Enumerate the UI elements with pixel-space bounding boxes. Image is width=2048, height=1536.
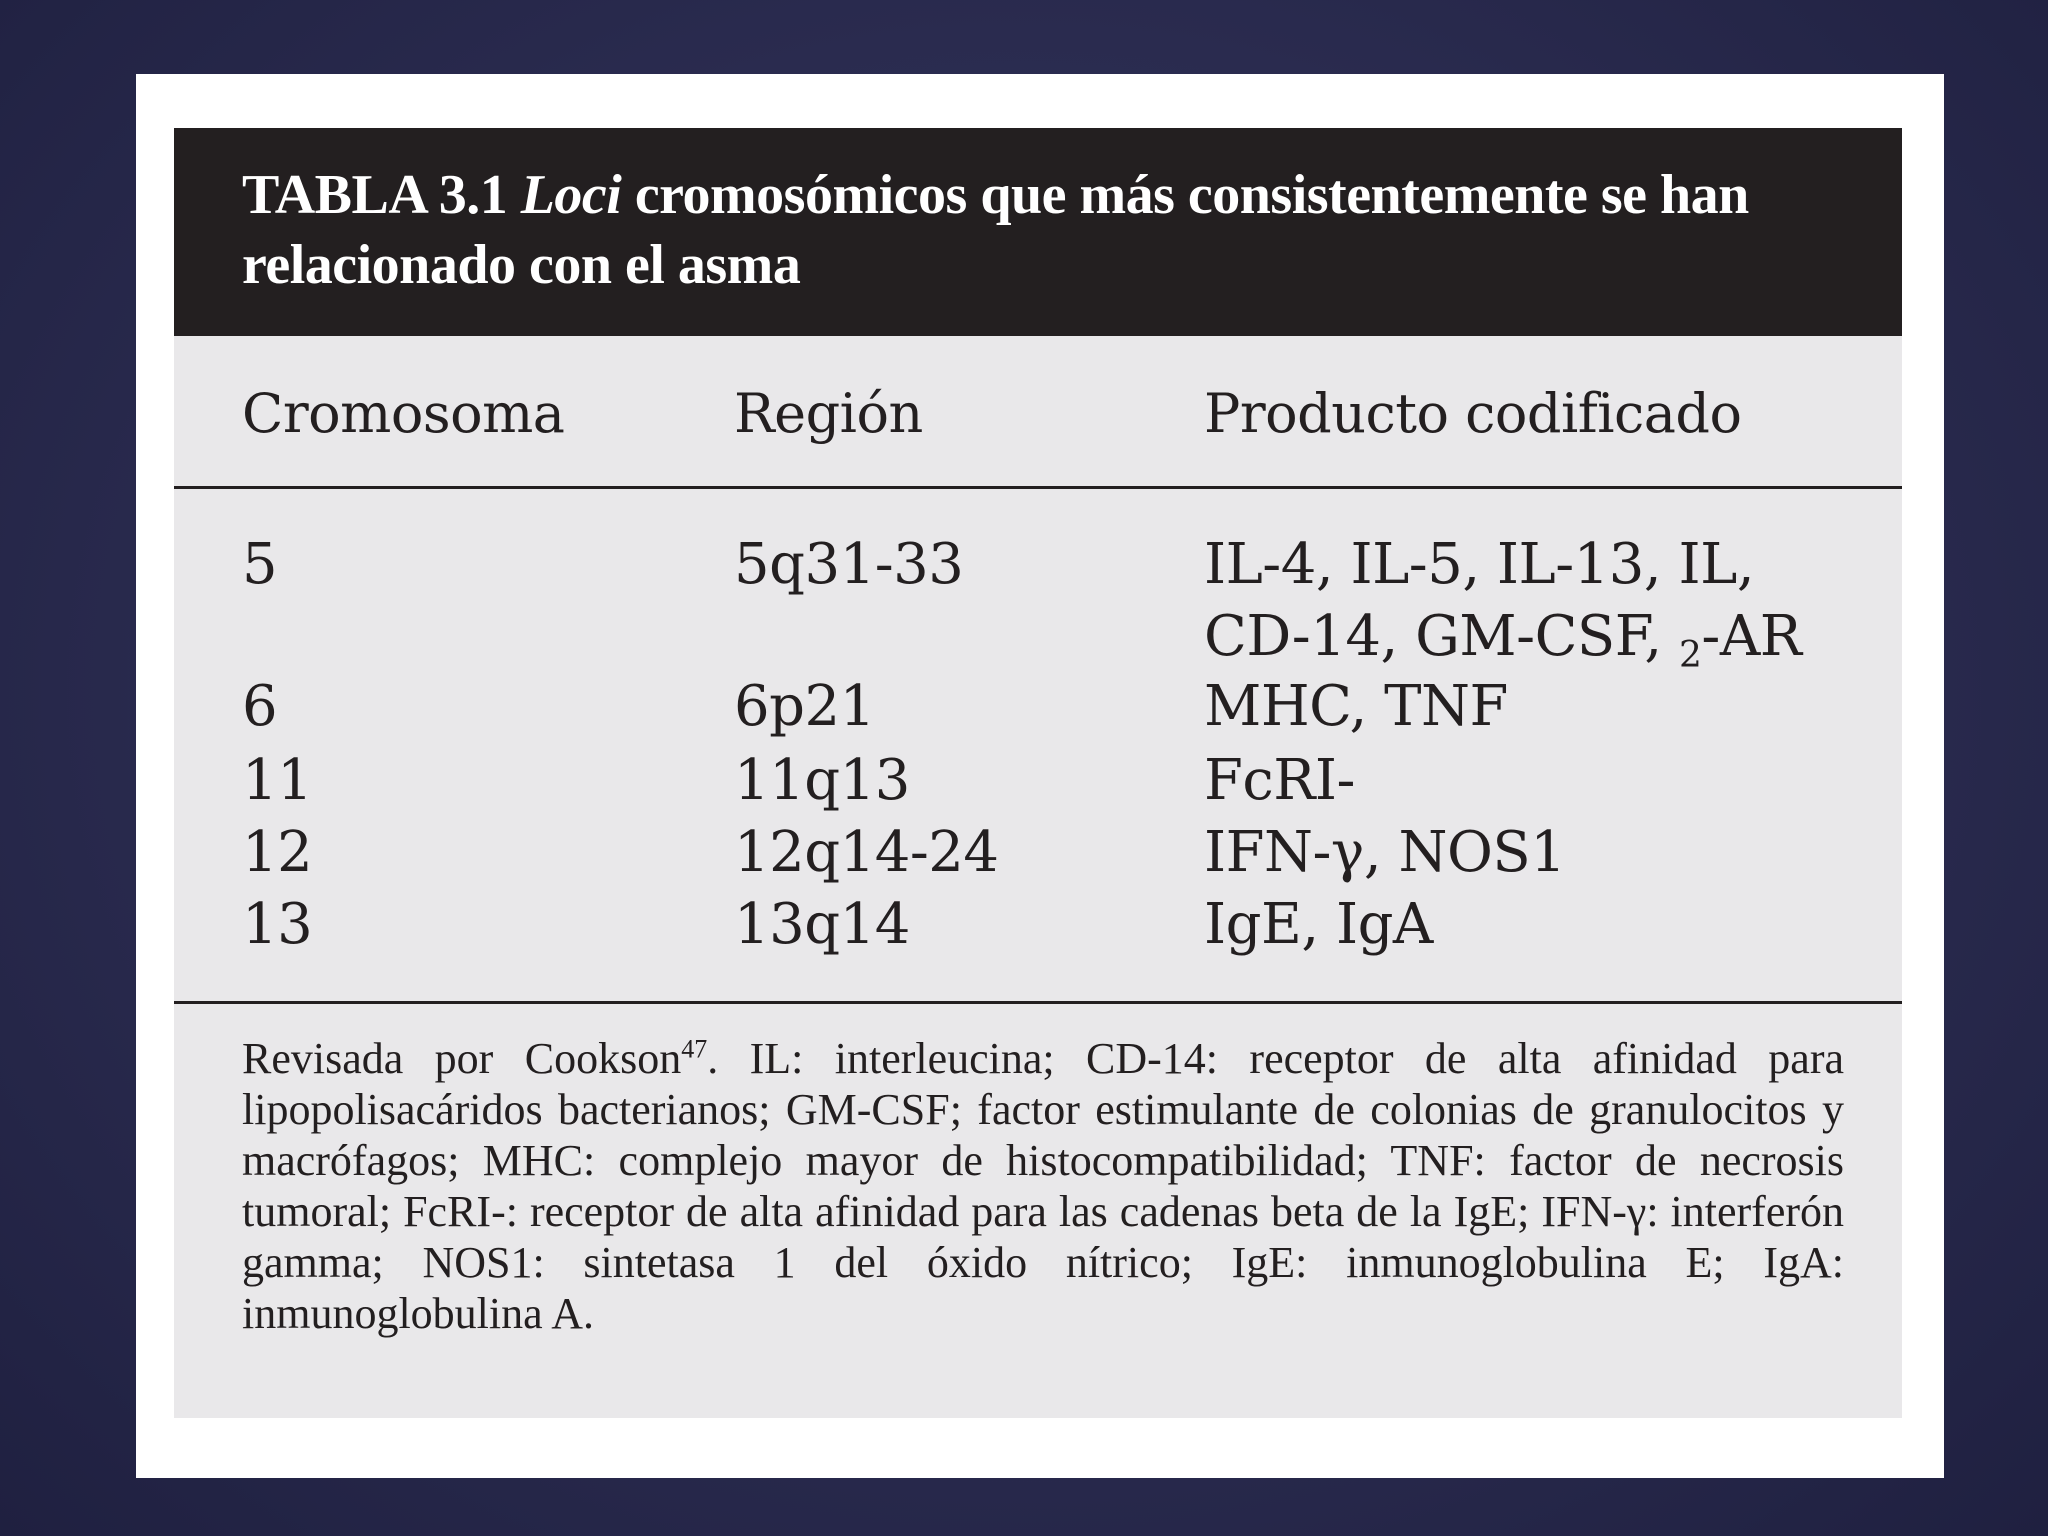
table-3-1 xyxy=(174,128,1902,1418)
row-4-region: 12q14-24 xyxy=(734,820,999,885)
footnote-post: . IL: interleucina; CD-14: receptor de alta afinidad para lipopolisacáridos bacterianos; GM-CSF; factor estimulante de colonias de granulocitos y macrófagos; MHC: complejo mayor de histocompatibilidad; TNF: factor de necrosis tumoral; FcRI-: receptor de alta afinidad para las cadenas beta de la IgE; IFN-γ: interferón gamma; NOS1: sintetasa 1 del óxido nítrico; IgE: inmunoglobulina E; IgA: inmunoglobulina A. xyxy=(242,1034,1845,1338)
row-4-cromosoma: 12 xyxy=(242,820,313,885)
row-3-region: 11q13 xyxy=(734,748,910,813)
row-1-region: 5q31-33 xyxy=(734,532,964,597)
table-title-rest: cromosómicos que más consistentemente se han relacionado con el asma xyxy=(242,164,1749,296)
slide-frame xyxy=(136,74,1944,1478)
row-4-producto: IFN-γ, NOS1 xyxy=(1204,820,1566,885)
row-5-producto: IgE, IgA xyxy=(1204,892,1433,957)
row-2-producto: MHC, TNF xyxy=(1204,674,1508,739)
table-title-prefix: TABLA 3.1 xyxy=(242,164,521,226)
column-header-cromosoma: Cromosoma xyxy=(242,382,565,445)
row-1-producto-line2-pre: CD-14, GM-CSF, xyxy=(1204,604,1680,669)
footnote-pre: Revisada por Cookson xyxy=(242,1034,682,1083)
row-2-region: 6p21 xyxy=(734,674,875,739)
row-5-cromosoma: 13 xyxy=(242,892,313,957)
row-1-cromosoma: 5 xyxy=(242,532,278,597)
table-title-italic: Loci xyxy=(520,164,622,226)
footnote-reference: 47 xyxy=(681,1034,708,1064)
row-5-region: 13q14 xyxy=(734,892,910,957)
column-header-region: Región xyxy=(734,382,923,445)
table-header xyxy=(174,128,1902,336)
row-3-cromosoma: 11 xyxy=(242,748,313,813)
row-2-cromosoma: 6 xyxy=(242,674,278,739)
row-1-producto-line1: IL-4, IL-5, IL-13, IL, xyxy=(1204,532,1755,597)
body-divider xyxy=(174,1001,1902,1004)
row-1-producto-line2-post: -AR xyxy=(1701,604,1802,669)
row-1-producto-line2 xyxy=(1204,604,1802,677)
header-divider xyxy=(174,486,1902,489)
table-title xyxy=(242,160,1862,300)
row-3-producto: FcRI- xyxy=(1204,748,1355,813)
table-footnote xyxy=(242,1033,1844,1339)
column-header-producto: Producto codificado xyxy=(1204,382,1742,445)
row-1-producto-subscript: 2 xyxy=(1679,635,1702,677)
